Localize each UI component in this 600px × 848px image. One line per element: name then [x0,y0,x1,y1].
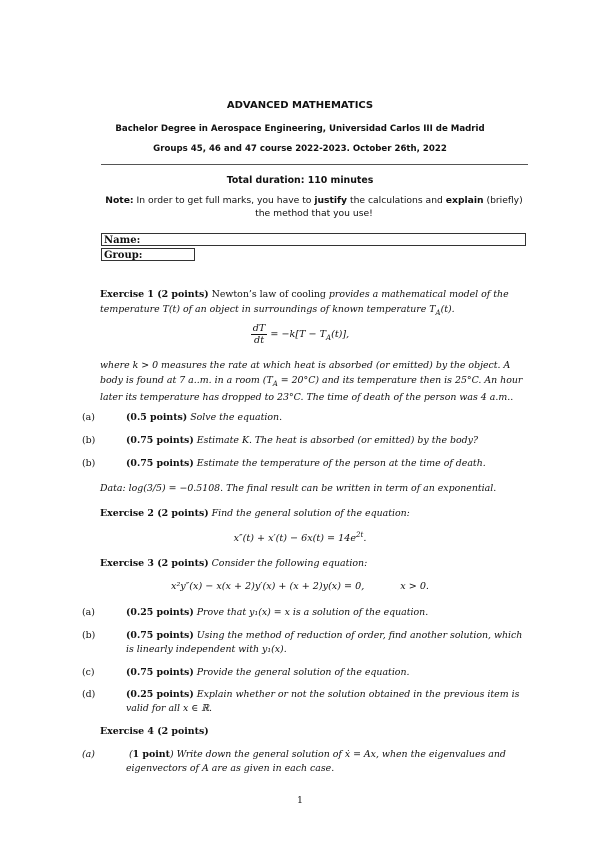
equation-body: x″(t) + x′(t) − 6x(t) = 14e [233,533,357,545]
equation-end: . [363,533,367,545]
equation-exponent: 2t [356,531,364,539]
item-label: (b) [82,435,96,446]
exercise-3-item-b [82,629,528,657]
item-points: 1 point [132,749,170,760]
item-label: (c) [82,667,95,678]
item-label: (a) [82,607,95,618]
exercise-2-intro [100,507,528,522]
exercise-3-item-c [82,666,528,680]
item-paren-close: ) [169,749,174,760]
equation-body: x²y″(x) − x(x + 2)y′(x) + (x + 2)y(x) = 0, [171,581,365,592]
exercise-2-title: Exercise 2 (2 points) [100,508,209,519]
exercise-4-title: Exercise 4 (2 points) [100,726,209,737]
item-label: (d) [82,689,96,700]
item-points: (0.75 points) [126,435,194,446]
exercise-1-desc-b: = 20°C) and its temperature then is 25°C. An hour later its temperature has dropped to 23°C. The time of death of the person was 4 a.m.. [100,374,523,403]
item-text: Estimate K. The heat is absorbed (or emitted) by the body? [193,435,478,446]
item-text: Explain whether or not the solution obtained in the previous item is valid for all x ∈ ℝ. [126,689,520,714]
note-text-1: In order to get full marks, you have to [133,195,315,206]
course-title: ADVANCED MATHEMATICS [226,100,374,111]
exercise-2-equation [0,531,600,544]
page-number: 1 [297,795,303,806]
exercise-1-desc-a: where k > 0 measures the rate at which heat is absorbed (or emitted) by the object. A body is found at 7 a..m. in a room (T [100,360,511,386]
equation-rhs: = −k[T − T [270,329,327,340]
item-points: (0.5 points) [126,412,188,423]
exercise-1-item-b2 [82,457,528,471]
exercise-1-item-b [82,434,528,448]
name-field[interactable]: Name: [101,233,526,246]
fraction-denominator: dt [254,335,265,346]
exercise-3-equation [0,581,600,592]
exercise-1-data: Data: log(3/5) = −0.5108. The final result can be written in term of an exponential. [100,483,497,494]
exercise-1-intro-b: provides a mathematical model of the temperature T(t) of an object in surroundings of known temperature T [100,289,509,315]
item-points: (0.25 points) [126,689,194,700]
note-justify: justify [314,195,348,206]
total-duration: Total duration: 110 minutes [226,175,374,186]
exercise-4-intro [100,725,528,740]
item-label: (a) [82,412,95,423]
item-text: Write down the general solution of ẋ = Ax, when the eigenvalues and eigenvectors of A are as given in each case. [126,749,506,774]
exercise-1-description [100,359,528,405]
note-paragraph [100,194,528,220]
exercise-1-intro-sub: A [435,308,441,317]
exercise-3-item-a [82,606,528,620]
item-text: Prove that y₁(x) = x is a solution of the equation. [193,607,429,618]
equation-rhs-end: (t)], [331,329,350,340]
item-paren-open: ( [126,749,133,760]
exercise-1-desc-sub: A [272,379,278,388]
item-text: Estimate the temperature of the person at the time of death. [193,458,486,469]
note-explain: explain [445,195,484,206]
item-points: (0.75 points) [126,630,194,641]
item-text: Solve the equation. [187,412,283,423]
item-points: (0.75 points) [126,458,194,469]
item-label: (b) [82,458,96,469]
exercise-1-intro [100,288,528,320]
exercise-4-item-a [82,748,528,776]
note-label: Note: [105,195,134,206]
note-text-2: the calculations and [347,195,446,206]
exercise-3-text: Consider the following equation: [208,558,368,569]
group-field[interactable]: Group: [101,248,195,261]
equation-condition: x > 0. [400,581,429,592]
equation-rhs-sub: A [326,333,332,342]
derivative-fraction [251,323,268,346]
exercise-3-intro [100,557,528,572]
exercise-1-intro-a: Newton’s law of cooling [208,289,329,300]
groups-date-line: Groups 45, 46 and 47 course 2022-2023. October 26th, 2022 [153,144,447,154]
item-text: Using the method of reduction of order, find another solution, which is linearly independent with y₁(x). [126,630,523,655]
header-rule [101,164,528,165]
note-text-3: (briefly) the method that you use! [255,195,523,219]
exercise-3-item-d [82,688,528,716]
item-label: (b) [82,630,96,641]
exercise-3-title: Exercise 3 (2 points) [100,558,209,569]
item-points: (0.75 points) [126,667,194,678]
exercise-1-item-a [82,411,528,425]
item-label: (a) [82,749,95,760]
exercise-1-equation [0,323,600,346]
exercise-2-text: Find the general solution of the equation: [208,508,410,519]
fraction-numerator: dT [252,323,266,334]
item-points: (0.25 points) [126,607,194,618]
item-text: Provide the general solution of the equation. [193,667,410,678]
exercise-1-title: Exercise 1 (2 points) [100,289,209,300]
exercise-1-intro-c: (t). [440,303,455,315]
degree-line: Bachelor Degree in Aerospace Engineering, Universidad Carlos III de Madrid [115,124,485,134]
